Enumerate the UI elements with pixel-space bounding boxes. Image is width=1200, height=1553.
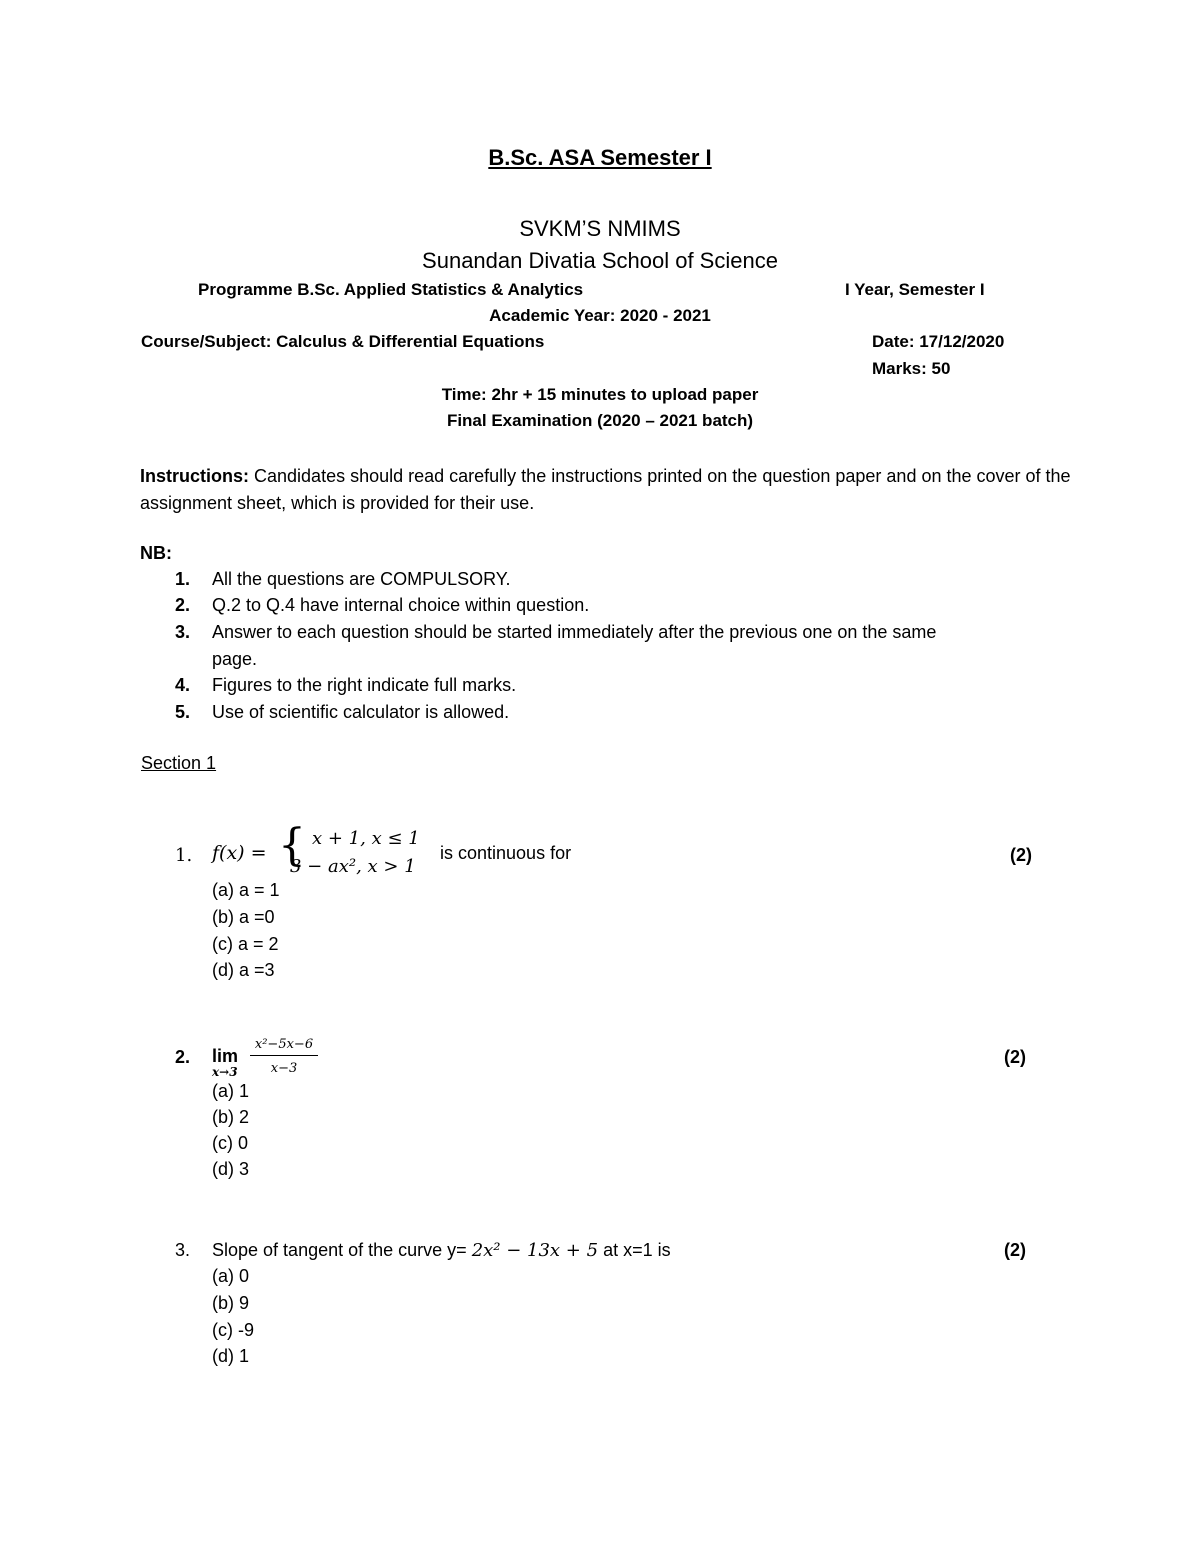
nb-item-text-continued: page. bbox=[212, 649, 258, 669]
nb-item-text: Answer to each question should be started immediately after the previous one on the same bbox=[212, 622, 937, 642]
exam-title: B.Sc. ASA Semester I bbox=[488, 145, 712, 170]
fraction-bar bbox=[250, 1055, 318, 1056]
exam-date: Date: 17/12/2020 bbox=[872, 332, 1005, 351]
option-c: (c) -9 bbox=[212, 1320, 254, 1340]
option-c: (c) 0 bbox=[212, 1133, 248, 1153]
nb-item-number: 5. bbox=[175, 702, 191, 722]
nb-label: NB: bbox=[140, 543, 172, 563]
institution-name: SVKM’S NMIMS bbox=[519, 216, 681, 241]
question-number: 1. bbox=[175, 845, 193, 866]
option-b: (b) 9 bbox=[212, 1293, 250, 1313]
option-b: (b) 2 bbox=[212, 1107, 250, 1127]
question-text: is continuous for bbox=[440, 843, 572, 863]
fraction-numerator: x²−5x−6 bbox=[254, 1037, 314, 1052]
piecewise-case-1: x + 1, x ≤ 1 bbox=[312, 828, 420, 849]
question-prefix: Slope of tangent of the curve y= bbox=[212, 1240, 467, 1260]
option-a: (a) 1 bbox=[212, 1081, 250, 1101]
academic-year: Academic Year: 2020 - 2021 bbox=[489, 306, 711, 325]
nb-item-text: All the questions are COMPULSORY. bbox=[212, 569, 511, 589]
option-a: (a) 0 bbox=[212, 1266, 250, 1286]
nb-item-text: Use of scientific calculator is allowed. bbox=[212, 702, 510, 722]
total-marks: Marks: 50 bbox=[872, 359, 951, 378]
option-b: (b) a =0 bbox=[212, 907, 275, 927]
brace-symbol: { bbox=[278, 820, 306, 871]
piecewise-case-2: 3 − ax², x > 1 bbox=[290, 856, 416, 877]
nb-item-number: 4. bbox=[175, 675, 191, 695]
section-title: Section 1 bbox=[141, 753, 217, 773]
instructions-text: Candidates should read carefully the instructions printed on the question paper and on the cover of the assignment sheet, which is provided for their use. bbox=[140, 466, 1071, 513]
option-a: (a) a = 1 bbox=[212, 880, 280, 900]
question-marks: (2) bbox=[1010, 845, 1032, 865]
nb-item-text: Q.2 to Q.4 have internal choice within question. bbox=[212, 595, 590, 615]
fraction-denominator: x−3 bbox=[270, 1061, 298, 1076]
function-lhs: f(x) = bbox=[212, 842, 267, 864]
year-semester: I Year, Semester I bbox=[845, 280, 985, 299]
exam-type: Final Examination (2020 – 2021 batch) bbox=[446, 411, 754, 430]
exam-time: Time: 2hr + 15 minutes to upload paper bbox=[441, 385, 759, 404]
question-number: 2. bbox=[175, 1047, 191, 1067]
question-text bbox=[212, 1240, 671, 1261]
nb-item-number: 2. bbox=[175, 595, 191, 615]
question-suffix: at x=1 is bbox=[603, 1240, 671, 1260]
option-d: (d) 3 bbox=[212, 1159, 250, 1179]
question-number: 3. bbox=[175, 1240, 191, 1260]
question-marks: (2) bbox=[1004, 1240, 1026, 1260]
limit-operator: lim bbox=[212, 1046, 239, 1066]
curve-expression: 2x² − 13x + 5 bbox=[471, 1240, 599, 1261]
option-d: (d) 1 bbox=[212, 1346, 250, 1366]
nb-item-number: 1. bbox=[175, 569, 191, 589]
option-c: (c) a = 2 bbox=[212, 934, 279, 954]
question-marks: (2) bbox=[1004, 1047, 1026, 1067]
instructions-label: Instructions: bbox=[140, 466, 250, 486]
programme: Programme B.Sc. Applied Statistics & Analytics bbox=[198, 280, 584, 299]
option-d: (d) a =3 bbox=[212, 960, 275, 980]
nb-item-number: 3. bbox=[175, 622, 191, 642]
instructions bbox=[140, 463, 1080, 517]
course-subject: Course/Subject: Calculus & Differential Equations bbox=[141, 332, 545, 351]
limit-subscript: x→3 bbox=[212, 1065, 238, 1079]
nb-item-text: Figures to the right indicate full marks. bbox=[212, 675, 517, 695]
school-name: Sunandan Divatia School of Science bbox=[422, 248, 778, 273]
